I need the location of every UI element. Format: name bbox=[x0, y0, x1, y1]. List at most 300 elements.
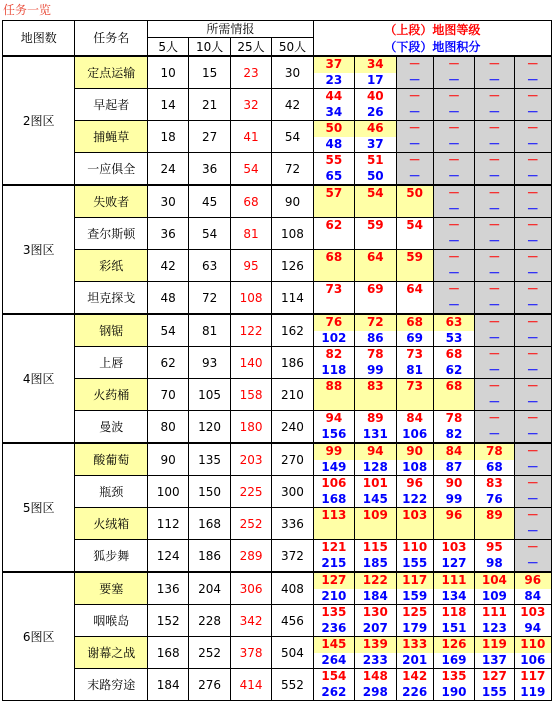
score-empty: － bbox=[514, 73, 551, 89]
info-value: 10 bbox=[147, 56, 188, 89]
map-level: 101 bbox=[355, 476, 396, 492]
map-level: 148 bbox=[355, 669, 396, 685]
map-score: 168 bbox=[313, 492, 354, 508]
map-level: 55 bbox=[313, 153, 354, 169]
map-level: 104 bbox=[475, 572, 514, 589]
info-value: 41 bbox=[230, 121, 271, 153]
map-level: 110 bbox=[396, 540, 433, 556]
info-value: 54 bbox=[147, 314, 188, 347]
task-name: 定点运输 bbox=[75, 56, 147, 89]
level-empty: － bbox=[514, 443, 551, 460]
task-name: 末路穷途 bbox=[75, 669, 147, 701]
level-empty: － bbox=[514, 121, 551, 137]
map-score: 264 bbox=[313, 653, 354, 669]
score-empty: － bbox=[514, 105, 551, 121]
map-score: 108 bbox=[396, 460, 433, 476]
info-value: 15 bbox=[189, 56, 230, 89]
map-level: 50 bbox=[313, 121, 354, 137]
map-level: 130 bbox=[355, 605, 396, 621]
map-level: 76 bbox=[313, 314, 354, 331]
col-10: 10人 bbox=[189, 38, 230, 56]
map-level: 68 bbox=[313, 250, 354, 266]
level-empty: － bbox=[396, 153, 433, 169]
info-value: 122 bbox=[230, 314, 271, 347]
info-value: 180 bbox=[230, 411, 271, 444]
score-empty bbox=[355, 297, 396, 314]
map-score: 210 bbox=[313, 589, 354, 605]
task-name: 火药桶 bbox=[75, 379, 147, 411]
map-level: 110 bbox=[514, 637, 551, 653]
task-name: 咽喉岛 bbox=[75, 605, 147, 637]
info-value: 30 bbox=[147, 185, 188, 218]
map-level: 122 bbox=[355, 572, 396, 589]
map-score: 118 bbox=[313, 363, 354, 379]
map-score: 137 bbox=[475, 653, 514, 669]
level-empty: － bbox=[396, 121, 433, 137]
info-value: 150 bbox=[189, 476, 230, 508]
score-empty: － bbox=[433, 105, 474, 121]
map-score: 65 bbox=[313, 168, 354, 185]
score-empty: － bbox=[396, 73, 433, 89]
info-value: 62 bbox=[147, 347, 188, 379]
level-empty: － bbox=[514, 411, 551, 427]
info-value: 372 bbox=[272, 540, 313, 573]
score-empty bbox=[313, 524, 354, 540]
level-empty: － bbox=[475, 153, 514, 169]
level-empty: － bbox=[396, 56, 433, 73]
info-value: 30 bbox=[272, 56, 313, 89]
info-value: 378 bbox=[230, 637, 271, 669]
info-value: 414 bbox=[230, 669, 271, 701]
score-empty: － bbox=[475, 363, 514, 379]
score-empty: － bbox=[514, 395, 551, 411]
map-level: 115 bbox=[355, 540, 396, 556]
level-empty: － bbox=[475, 218, 514, 234]
task-header: 任务名 bbox=[75, 21, 147, 57]
level-empty: － bbox=[514, 347, 551, 363]
score-empty bbox=[396, 202, 433, 218]
map-level: 54 bbox=[355, 185, 396, 202]
info-value: 306 bbox=[230, 572, 271, 605]
score-empty: － bbox=[475, 105, 514, 121]
map-level: 64 bbox=[355, 250, 396, 266]
map-score: 62 bbox=[433, 363, 474, 379]
task-name: 钢锯 bbox=[75, 314, 147, 347]
score-empty: － bbox=[514, 524, 551, 540]
info-value: 36 bbox=[147, 218, 188, 250]
map-level: 73 bbox=[396, 347, 433, 363]
area-name: 3图区 bbox=[3, 185, 75, 314]
map-score: 119 bbox=[514, 685, 551, 701]
map-score: 94 bbox=[514, 621, 551, 637]
level-empty: － bbox=[475, 56, 514, 73]
legend-level: （上段）地图等级 bbox=[384, 23, 481, 37]
map-level: 89 bbox=[355, 411, 396, 427]
score-empty: － bbox=[433, 266, 474, 282]
info-value: 225 bbox=[230, 476, 271, 508]
map-level: 88 bbox=[313, 379, 354, 395]
map-score: 185 bbox=[355, 555, 396, 572]
map-level: 73 bbox=[313, 282, 354, 298]
info-value: 168 bbox=[147, 637, 188, 669]
score-empty bbox=[313, 297, 354, 314]
map-score: 122 bbox=[396, 492, 433, 508]
info-value: 72 bbox=[272, 153, 313, 186]
col-25: 25人 bbox=[230, 38, 271, 56]
map-score: 201 bbox=[396, 653, 433, 669]
level-empty: － bbox=[514, 153, 551, 169]
task-name: 早起者 bbox=[75, 89, 147, 121]
info-value: 42 bbox=[272, 89, 313, 121]
score-empty: － bbox=[475, 266, 514, 282]
score-empty: － bbox=[475, 331, 514, 347]
info-value: 240 bbox=[272, 411, 313, 444]
level-empty: － bbox=[475, 314, 514, 331]
score-empty: － bbox=[514, 492, 551, 508]
map-level: 44 bbox=[313, 89, 354, 105]
map-score: 262 bbox=[313, 685, 354, 701]
info-value: 228 bbox=[189, 605, 230, 637]
level-empty: － bbox=[514, 89, 551, 105]
info-value: 270 bbox=[272, 443, 313, 476]
info-value: 289 bbox=[230, 540, 271, 573]
score-empty bbox=[355, 202, 396, 218]
info-value: 456 bbox=[272, 605, 313, 637]
level-empty: － bbox=[514, 282, 551, 298]
map-level: 64 bbox=[396, 282, 433, 298]
map-score: 87 bbox=[433, 460, 474, 476]
info-value: 18 bbox=[147, 121, 188, 153]
map-level: 89 bbox=[475, 508, 514, 524]
map-score: 26 bbox=[355, 105, 396, 121]
map-level: 111 bbox=[475, 605, 514, 621]
info-value: 184 bbox=[147, 669, 188, 701]
level-empty: － bbox=[396, 89, 433, 105]
map-score: 155 bbox=[396, 555, 433, 572]
task-name: 火绒箱 bbox=[75, 508, 147, 540]
map-score: 207 bbox=[355, 621, 396, 637]
info-value: 158 bbox=[230, 379, 271, 411]
map-level: 62 bbox=[313, 218, 354, 234]
map-level: 59 bbox=[355, 218, 396, 234]
score-empty bbox=[313, 266, 354, 282]
map-score: 134 bbox=[433, 589, 474, 605]
info-value: 552 bbox=[272, 669, 313, 701]
map-score: 179 bbox=[396, 621, 433, 637]
map-score: 190 bbox=[433, 685, 474, 701]
level-empty: － bbox=[514, 218, 551, 234]
level-empty: － bbox=[475, 89, 514, 105]
map-score: 298 bbox=[355, 685, 396, 701]
map-score: 34 bbox=[313, 105, 354, 121]
page-title: 任务一览 bbox=[3, 3, 52, 17]
task-name: 瓶颈 bbox=[75, 476, 147, 508]
level-empty: － bbox=[514, 476, 551, 492]
level-empty: － bbox=[475, 347, 514, 363]
score-empty: － bbox=[514, 331, 551, 347]
map-score: 233 bbox=[355, 653, 396, 669]
map-score: 23 bbox=[313, 73, 354, 89]
task-name: 酸葡萄 bbox=[75, 443, 147, 476]
level-empty: － bbox=[475, 121, 514, 137]
level-empty: － bbox=[433, 282, 474, 298]
map-level: 109 bbox=[355, 508, 396, 524]
map-level: 84 bbox=[433, 443, 474, 460]
score-empty: － bbox=[475, 73, 514, 89]
level-empty: － bbox=[514, 250, 551, 266]
info-value: 300 bbox=[272, 476, 313, 508]
info-value: 186 bbox=[189, 540, 230, 573]
level-empty: － bbox=[514, 379, 551, 395]
map-level: 68 bbox=[396, 314, 433, 331]
score-empty: － bbox=[475, 297, 514, 314]
task-name: 谢幕之战 bbox=[75, 637, 147, 669]
map-level: 96 bbox=[396, 476, 433, 492]
info-value: 32 bbox=[230, 89, 271, 121]
map-score: 69 bbox=[396, 331, 433, 347]
level-empty: － bbox=[514, 56, 551, 73]
map-level: 127 bbox=[313, 572, 354, 589]
score-empty: － bbox=[514, 137, 551, 153]
level-empty: － bbox=[475, 250, 514, 266]
map-level: 37 bbox=[313, 56, 354, 73]
map-level: 125 bbox=[396, 605, 433, 621]
score-empty: － bbox=[433, 234, 474, 250]
map-level: 117 bbox=[514, 669, 551, 685]
map-level: 119 bbox=[475, 637, 514, 653]
map-score: 106 bbox=[514, 653, 551, 669]
map-score: 17 bbox=[355, 73, 396, 89]
score-empty: － bbox=[514, 555, 551, 572]
task-name: 失败者 bbox=[75, 185, 147, 218]
map-level: 63 bbox=[433, 314, 474, 331]
info-value: 63 bbox=[189, 250, 230, 282]
score-empty: － bbox=[433, 168, 474, 185]
score-empty: － bbox=[514, 363, 551, 379]
map-level: 83 bbox=[475, 476, 514, 492]
map-level: 118 bbox=[433, 605, 474, 621]
info-value: 252 bbox=[230, 508, 271, 540]
level-empty: － bbox=[514, 314, 551, 331]
info-value: 70 bbox=[147, 379, 188, 411]
score-empty: － bbox=[514, 202, 551, 218]
score-empty: － bbox=[514, 266, 551, 282]
level-empty: － bbox=[433, 89, 474, 105]
info-value: 45 bbox=[189, 185, 230, 218]
info-value: 126 bbox=[272, 250, 313, 282]
info-value: 186 bbox=[272, 347, 313, 379]
level-empty: － bbox=[475, 379, 514, 395]
score-empty: － bbox=[396, 105, 433, 121]
info-value: 135 bbox=[189, 443, 230, 476]
legend-score: （下段）地图积分 bbox=[384, 40, 481, 54]
info-value: 90 bbox=[147, 443, 188, 476]
map-level: 139 bbox=[355, 637, 396, 653]
info-value: 504 bbox=[272, 637, 313, 669]
score-empty bbox=[475, 524, 514, 540]
info-value: 72 bbox=[189, 282, 230, 315]
map-level: 83 bbox=[355, 379, 396, 395]
map-level: 126 bbox=[433, 637, 474, 653]
level-empty: － bbox=[433, 185, 474, 202]
map-score: 151 bbox=[433, 621, 474, 637]
level-empty: － bbox=[475, 282, 514, 298]
map-score: 131 bbox=[355, 426, 396, 443]
score-empty bbox=[355, 395, 396, 411]
task-name: 捕蝇草 bbox=[75, 121, 147, 153]
map-level: 78 bbox=[475, 443, 514, 460]
info-value: 48 bbox=[147, 282, 188, 315]
map-level: 142 bbox=[396, 669, 433, 685]
info-value: 114 bbox=[272, 282, 313, 315]
map-level: 68 bbox=[433, 379, 474, 395]
score-empty bbox=[396, 395, 433, 411]
map-score: 127 bbox=[433, 555, 474, 572]
map-level: 54 bbox=[396, 218, 433, 234]
info-value: 140 bbox=[230, 347, 271, 379]
map-level: 57 bbox=[313, 185, 354, 202]
map-level: 113 bbox=[313, 508, 354, 524]
info-value: 408 bbox=[272, 572, 313, 605]
score-empty bbox=[396, 234, 433, 250]
score-empty bbox=[355, 266, 396, 282]
map-score: 48 bbox=[313, 137, 354, 153]
score-empty: － bbox=[475, 426, 514, 443]
level-empty: － bbox=[514, 540, 551, 556]
score-empty bbox=[313, 395, 354, 411]
info-value: 210 bbox=[272, 379, 313, 411]
info-value: 23 bbox=[230, 56, 271, 89]
map-level: 68 bbox=[433, 347, 474, 363]
map-score: 68 bbox=[475, 460, 514, 476]
map-level: 73 bbox=[396, 379, 433, 395]
map-level: 103 bbox=[514, 605, 551, 621]
area-name: 5图区 bbox=[3, 443, 75, 572]
info-value: 81 bbox=[189, 314, 230, 347]
map-score: 169 bbox=[433, 653, 474, 669]
info-value: 90 bbox=[272, 185, 313, 218]
task-name: 一应俱全 bbox=[75, 153, 147, 186]
info-value: 21 bbox=[189, 89, 230, 121]
map-score: 99 bbox=[355, 363, 396, 379]
map-level: 94 bbox=[313, 411, 354, 427]
info-value: 276 bbox=[189, 669, 230, 701]
info-value: 93 bbox=[189, 347, 230, 379]
task-table bbox=[2, 20, 552, 701]
info-value: 162 bbox=[272, 314, 313, 347]
task-name: 上唇 bbox=[75, 347, 147, 379]
map-level: 40 bbox=[355, 89, 396, 105]
info-value: 203 bbox=[230, 443, 271, 476]
map-score: 82 bbox=[433, 426, 474, 443]
score-empty: － bbox=[396, 137, 433, 153]
map-level: 72 bbox=[355, 314, 396, 331]
map-level: 51 bbox=[355, 153, 396, 169]
score-empty bbox=[355, 234, 396, 250]
score-empty bbox=[396, 297, 433, 314]
score-empty: － bbox=[433, 202, 474, 218]
map-score: 37 bbox=[355, 137, 396, 153]
score-empty: － bbox=[514, 460, 551, 476]
level-empty: － bbox=[433, 250, 474, 266]
map-level: 50 bbox=[396, 185, 433, 202]
info-value: 342 bbox=[230, 605, 271, 637]
info-value: 80 bbox=[147, 411, 188, 444]
map-score: 99 bbox=[433, 492, 474, 508]
map-level: 94 bbox=[355, 443, 396, 460]
map-score: 102 bbox=[313, 331, 354, 347]
area-name: 2图区 bbox=[3, 56, 75, 185]
info-value: 14 bbox=[147, 89, 188, 121]
score-empty: － bbox=[433, 73, 474, 89]
map-score: 145 bbox=[355, 492, 396, 508]
map-score: 123 bbox=[475, 621, 514, 637]
map-level: 145 bbox=[313, 637, 354, 653]
level-empty: － bbox=[433, 153, 474, 169]
info-header: 所需情报 bbox=[147, 21, 313, 38]
score-empty: － bbox=[475, 234, 514, 250]
info-value: 152 bbox=[147, 605, 188, 637]
score-empty: － bbox=[433, 137, 474, 153]
map-level: 135 bbox=[313, 605, 354, 621]
map-level: 121 bbox=[313, 540, 354, 556]
map-level: 95 bbox=[475, 540, 514, 556]
score-empty bbox=[396, 266, 433, 282]
info-value: 168 bbox=[189, 508, 230, 540]
map-score: 76 bbox=[475, 492, 514, 508]
level-empty: － bbox=[514, 508, 551, 524]
score-empty: － bbox=[475, 137, 514, 153]
info-value: 81 bbox=[230, 218, 271, 250]
area-name: 4图区 bbox=[3, 314, 75, 443]
score-empty: － bbox=[514, 234, 551, 250]
map-level: 78 bbox=[355, 347, 396, 363]
map-score: 215 bbox=[313, 555, 354, 572]
map-level: 106 bbox=[313, 476, 354, 492]
col-5: 5人 bbox=[147, 38, 188, 56]
map-score: 236 bbox=[313, 621, 354, 637]
score-empty: － bbox=[433, 297, 474, 314]
info-value: 54 bbox=[230, 153, 271, 186]
map-score: 81 bbox=[396, 363, 433, 379]
map-level: 90 bbox=[396, 443, 433, 460]
info-value: 136 bbox=[147, 572, 188, 605]
info-value: 120 bbox=[189, 411, 230, 444]
map-score: 226 bbox=[396, 685, 433, 701]
task-name: 要塞 bbox=[75, 572, 147, 605]
info-value: 124 bbox=[147, 540, 188, 573]
level-empty: － bbox=[475, 185, 514, 202]
info-value: 204 bbox=[189, 572, 230, 605]
score-empty: － bbox=[514, 426, 551, 443]
map-score: 106 bbox=[396, 426, 433, 443]
info-value: 336 bbox=[272, 508, 313, 540]
map-score: 98 bbox=[475, 555, 514, 572]
info-value: 36 bbox=[189, 153, 230, 186]
area-header: 地图数 bbox=[3, 21, 75, 57]
score-empty bbox=[433, 524, 474, 540]
task-name: 曼波 bbox=[75, 411, 147, 444]
map-score: 184 bbox=[355, 589, 396, 605]
score-empty: － bbox=[514, 297, 551, 314]
map-level: 117 bbox=[396, 572, 433, 589]
map-score: 53 bbox=[433, 331, 474, 347]
score-empty bbox=[313, 234, 354, 250]
level-empty: － bbox=[433, 121, 474, 137]
map-level: 34 bbox=[355, 56, 396, 73]
map-level: 59 bbox=[396, 250, 433, 266]
map-level: 90 bbox=[433, 476, 474, 492]
